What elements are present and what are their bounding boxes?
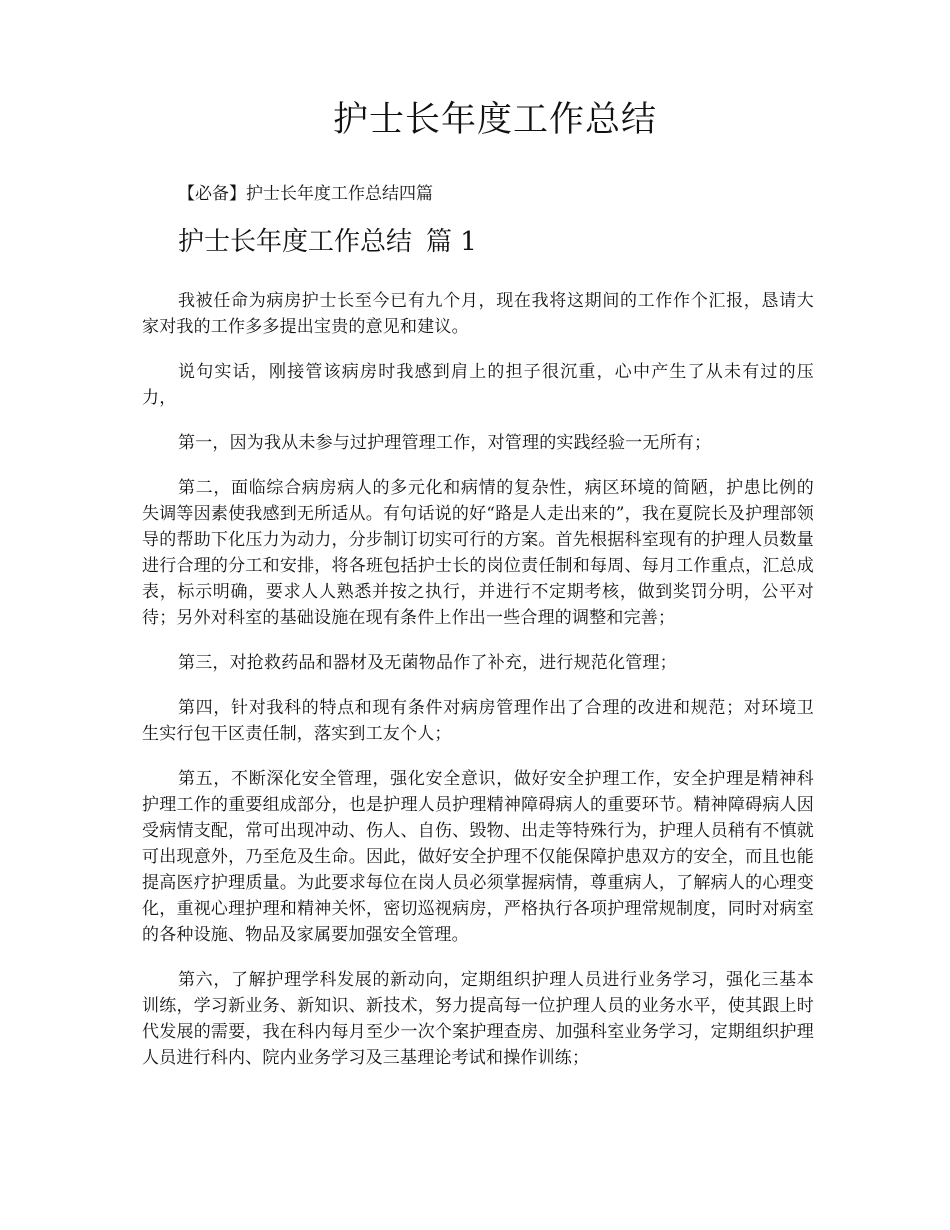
paragraph: 第三，对抢救药品和器材及无菌物品作了补充，进行规范化管理； xyxy=(178,653,677,673)
paragraph: 我被任命为病房护士长至今已有九个月，现在我将这期间的工作作个汇报，恳请大家对我的工作多多提出宝贵的意见和建议。 xyxy=(142,291,814,337)
section-heading-title: 护士长年度工作总结 xyxy=(178,227,413,257)
paragraph: 第六，了解护理学科发展的新动向，定期组织护理人员进行业务学习，强化三基本训练，学习新业务、新知识、新技术，努力提高每一位护理人员的业务水平，使其跟上时代发展的需要，我在科内每月至少一次个案护理查房、加强科室业务学习，定期组织护理人员进行科内、院内业务学习及三基理论考试和操作训练； xyxy=(142,970,814,1068)
paragraph: 说句实话，刚接管该病房时我感到肩上的担子很沉重，心中产生了从未有过的压力， xyxy=(142,362,814,408)
paragraph: 第二，面临综合病房病人的多元化和病情的复杂性，病区环境的简陋，护患比例的失调等因素使我感到无所适从。有句话说的好“路是人走出来的”，我在夏院长及护理部领导的帮助下化压力为动力，分步制订切实可行的方案。首先根据科室现有的护理人员数量进行合理的分工和安排，将各班包括护士长的岗位责任制和每周、每月工作重点，汇总成表，标示明确，要求人人熟悉并按之执行，并进行不定期考核，做到奖罚分明，公平对待；另外对科室的基础设施在现有条件上作出一些合理的调整和完善； xyxy=(142,478,814,628)
section-heading xyxy=(178,222,477,262)
document-subtitle: 【必备】护士长年度工作总结四篇 xyxy=(178,184,433,204)
section-part-number: 篇 1 xyxy=(426,227,477,257)
body-text xyxy=(142,288,814,1090)
paragraph: 第五，不断深化安全管理，强化安全意识，做好安全护理工作，安全护理是精神科护理工作的重要组成部分，也是护理人员护理精神障碍病人的重要环节。精神障碍病人因受病情支配，常可出现冲动、伤人、自伤、毁物、出走等特殊行为，护理人员稍有不慎就可出现意外，乃至危及生命。因此，做好安全护理不仅能保障护患双方的安全，而且也能提高医疗护理质量。为此要求每位在岗人员必须掌握病情，尊重病人，了解病人的心理变化，重视心理护理和精神关怀，密切巡视病房，严格执行各项护理常规制度，同时对病室的各种设施、物品及家属要加强安全管理。 xyxy=(142,769,814,945)
document-title: 护士长年度工作总结 xyxy=(332,100,657,140)
paragraph: 第四，针对我科的特点和现有条件对病房管理作出了合理的改进和规范；对环境卫生实行包干区责任制，落实到工友个人； xyxy=(142,698,814,744)
paragraph: 第一，因为我从未参与过护理管理工作，对管理的实践经验一无所有； xyxy=(178,433,712,453)
